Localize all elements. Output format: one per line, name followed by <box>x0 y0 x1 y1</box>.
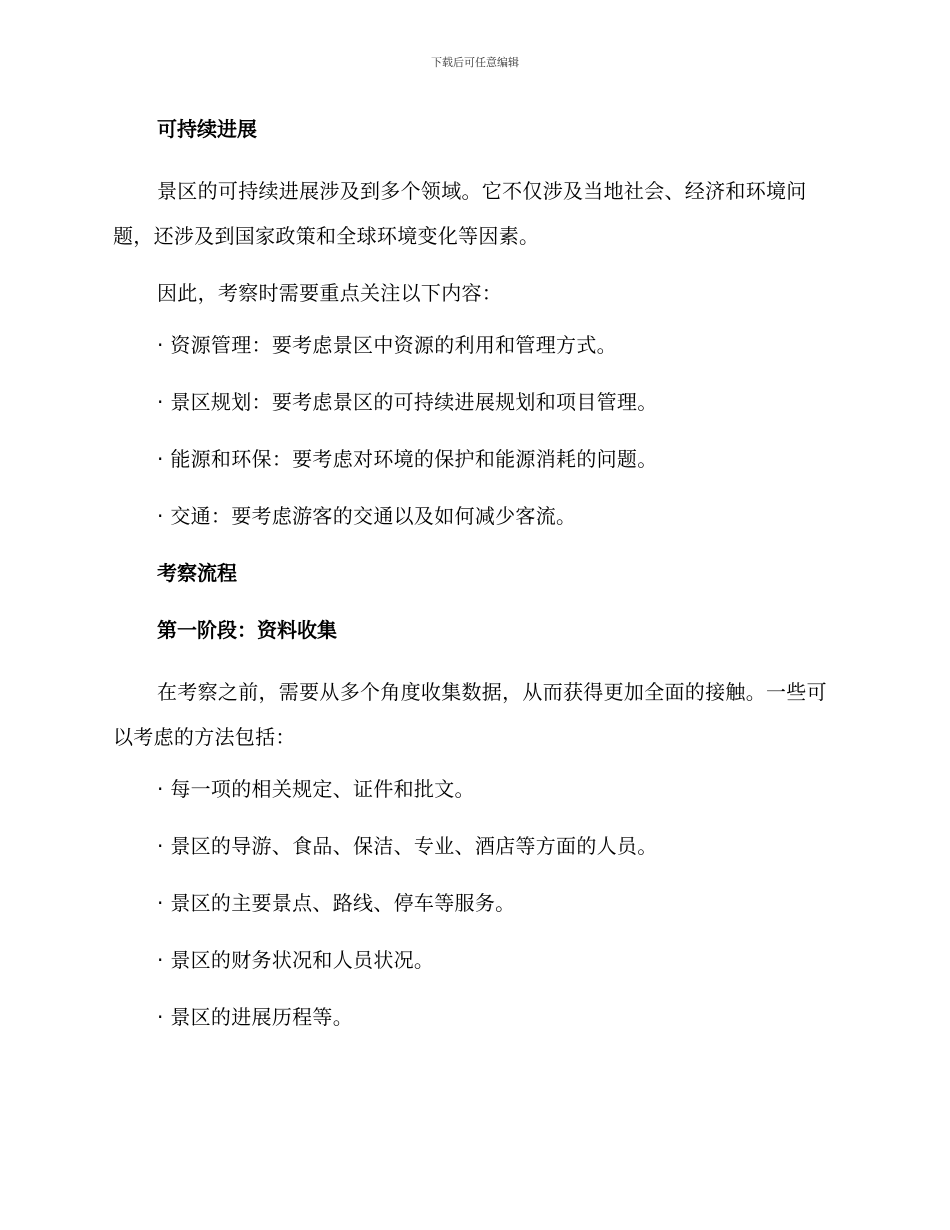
bullet-item: · 资源管理：要考虑景区中资源的利用和管理方式。 <box>157 333 617 357</box>
paragraph-intro: 景区的可持续进展涉及到多个领域。它不仅涉及当地社会、经济和环境问题，还涉及到国家政策和全球环境变化等因素。 <box>113 179 807 248</box>
bullet-item: · 景区的进展历程等。 <box>157 1005 354 1029</box>
document-body <box>113 112 833 1057</box>
section-heading-sustainable-development: 可持续进展 <box>157 117 257 141</box>
bullet-item: · 景区规划：要考虑景区的可持续进展规划和项目管理。 <box>157 390 658 414</box>
bullet-item: · 交通：要考虑游客的交通以及如何减少客流。 <box>157 504 577 528</box>
subsection-heading-stage-one: 第一阶段：资料收集 <box>157 618 337 642</box>
section-heading-process: 考察流程 <box>157 561 237 585</box>
bullet-item: · 景区的导游、食品、保洁、专业、酒店等方面的人员。 <box>157 834 658 858</box>
bullet-item: · 每一项的相关规定、证件和批文。 <box>157 777 475 801</box>
bullet-item: · 景区的主要景点、路线、停车等服务。 <box>157 891 516 915</box>
bullet-item: · 景区的财务状况和人员状况。 <box>157 948 435 972</box>
bullet-item: · 能源和环保：要考虑对环境的保护和能源消耗的问题。 <box>157 447 658 471</box>
paragraph-data-collection: 在考察之前，需要从多个角度收集数据，从而获得更加全面的接触。一些可以考虑的方法包括： <box>113 680 827 749</box>
page-header: 下载后可任意编辑 <box>431 56 519 69</box>
paragraph-focus: 因此，考察时需要重点关注以下内容： <box>157 281 503 305</box>
